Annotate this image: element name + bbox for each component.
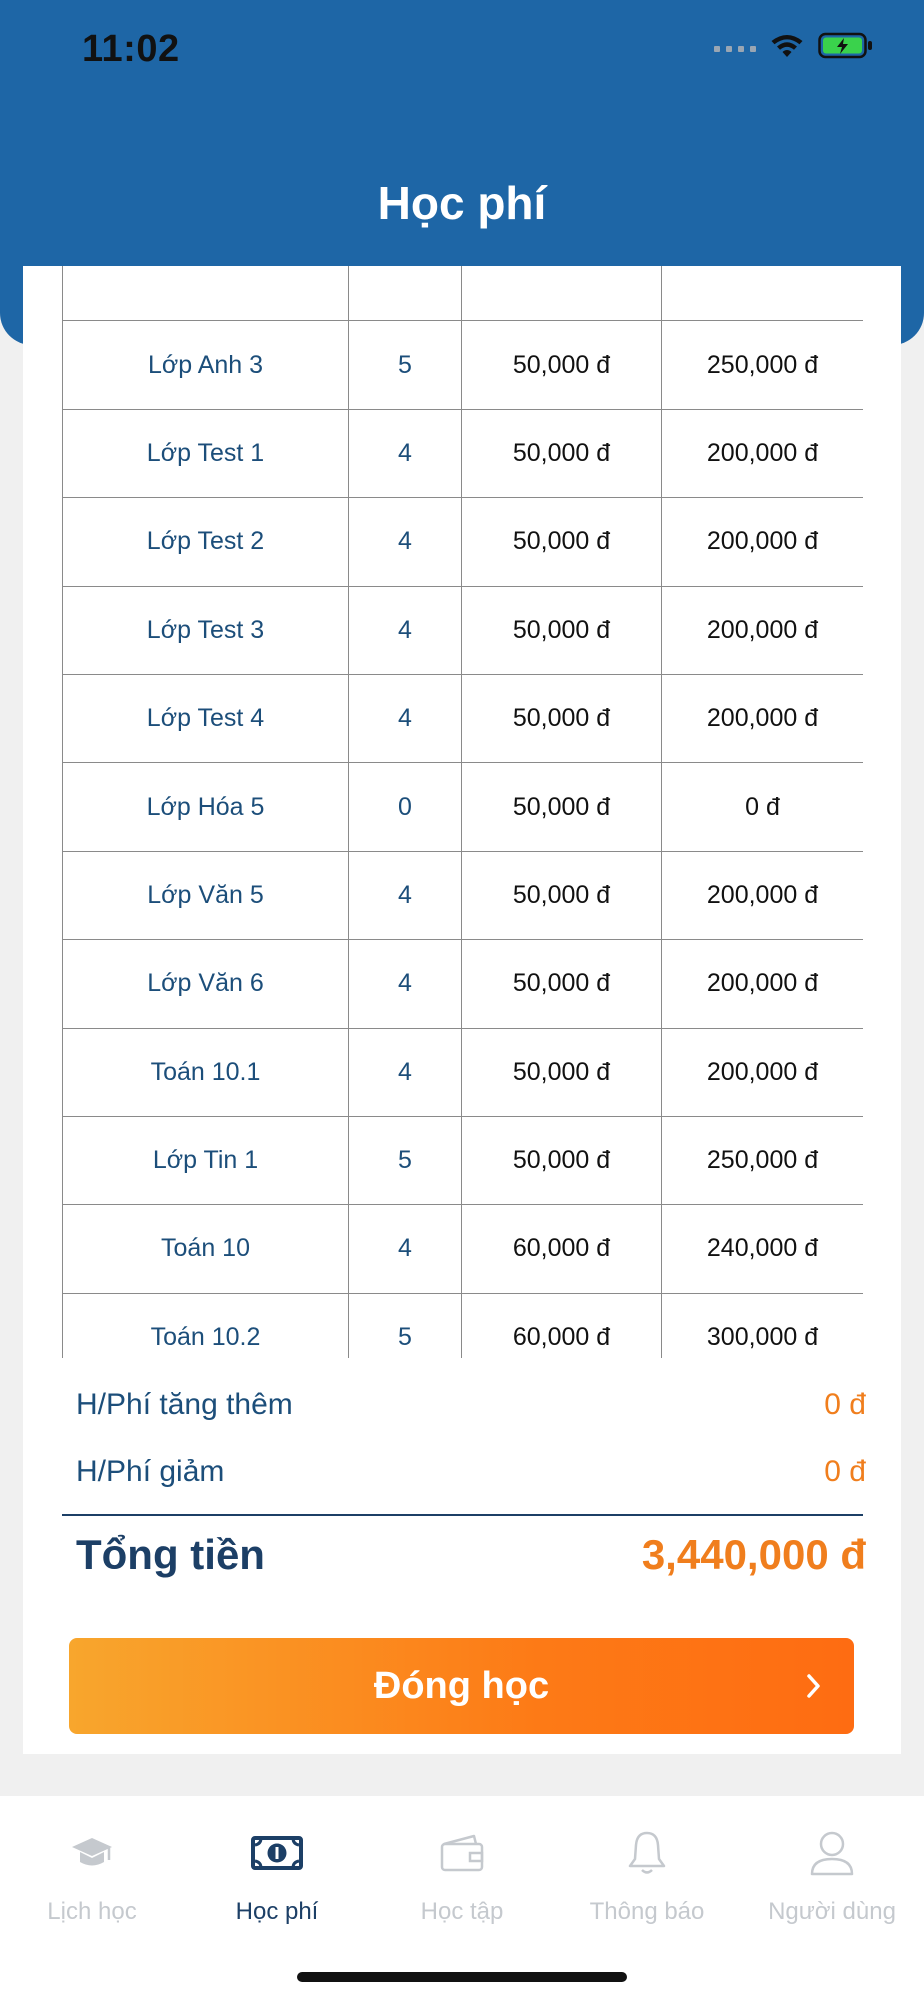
session-count-cell: 5 bbox=[349, 1293, 462, 1358]
row-total-cell bbox=[662, 266, 864, 321]
extra-fee-label: H/Phí tăng thêm bbox=[76, 1388, 293, 1421]
unit-price-cell: 50,000 đ bbox=[462, 763, 662, 851]
tab-label: Học phí bbox=[235, 1898, 319, 1925]
unit-price-cell: 50,000 đ bbox=[462, 940, 662, 1028]
session-count-cell: 4 bbox=[349, 409, 462, 497]
wifi-icon bbox=[770, 33, 804, 64]
total-label: Tổng tiền bbox=[76, 1531, 265, 1578]
unit-price-cell: 50,000 đ bbox=[462, 1116, 662, 1204]
discount-value: 0 đ bbox=[824, 1455, 866, 1488]
class-name-cell: Lớp Test 3 bbox=[63, 586, 349, 674]
battery-icon bbox=[818, 32, 874, 65]
table-row bbox=[63, 763, 864, 851]
table-row bbox=[63, 1293, 864, 1358]
table-row bbox=[63, 498, 864, 586]
pay-button-label: Đóng học bbox=[373, 1664, 550, 1707]
total-row bbox=[76, 1531, 866, 1579]
row-total-cell: 250,000 đ bbox=[662, 1116, 864, 1204]
class-name-cell: Lớp Tin 1 bbox=[63, 1116, 349, 1204]
fee-table bbox=[62, 266, 863, 1358]
extra-fee-row bbox=[76, 1388, 866, 1422]
tab-label: Người dùng bbox=[768, 1898, 896, 1925]
graduation-cap-icon bbox=[69, 1826, 115, 1880]
session-count-cell: 4 bbox=[349, 498, 462, 586]
class-name-cell: Toán 10.1 bbox=[63, 1028, 349, 1116]
unit-price-cell: 60,000 đ bbox=[462, 1205, 662, 1293]
row-total-cell: 250,000 đ bbox=[662, 321, 864, 409]
session-count-cell: 4 bbox=[349, 586, 462, 674]
fee-table-scroll[interactable] bbox=[62, 266, 863, 1358]
home-indicator bbox=[297, 1972, 627, 1982]
row-total-cell: 200,000 đ bbox=[662, 674, 864, 762]
row-total-cell: 200,000 đ bbox=[662, 851, 864, 939]
tab-label: Thông báo bbox=[589, 1898, 705, 1925]
row-total-cell: 200,000 đ bbox=[662, 940, 864, 1028]
page-title: Học phí bbox=[377, 177, 547, 229]
unit-price-cell: 50,000 đ bbox=[462, 409, 662, 497]
tab-label: Lịch học bbox=[47, 1898, 137, 1925]
extra-fee-value: 0 đ bbox=[824, 1388, 866, 1421]
tab-nguoi-dung[interactable] bbox=[740, 1796, 924, 1956]
row-total-cell: 0 đ bbox=[662, 763, 864, 851]
class-name-cell: Toán 10 bbox=[63, 1205, 349, 1293]
discount-row bbox=[76, 1455, 866, 1489]
tab-hoc-phi[interactable] bbox=[185, 1796, 369, 1956]
unit-price-cell: 50,000 đ bbox=[462, 586, 662, 674]
class-name-cell: Lớp Hóa 5 bbox=[63, 763, 349, 851]
class-name-cell: Lớp Anh 3 bbox=[63, 321, 349, 409]
banknote-icon bbox=[251, 1826, 303, 1880]
table-row bbox=[63, 266, 864, 321]
class-name-cell: Lớp Văn 6 bbox=[63, 940, 349, 1028]
tab-thong-bao[interactable] bbox=[555, 1796, 739, 1956]
unit-price-cell: 60,000 đ bbox=[462, 1293, 662, 1358]
row-total-cell: 200,000 đ bbox=[662, 586, 864, 674]
session-count-cell: 5 bbox=[349, 321, 462, 409]
user-icon bbox=[809, 1826, 855, 1880]
class-name-cell: Toán 10.2 bbox=[63, 1293, 349, 1358]
table-row bbox=[63, 940, 864, 1028]
session-count-cell: 0 bbox=[349, 763, 462, 851]
status-time: 11:02 bbox=[82, 28, 180, 70]
session-count-cell: 4 bbox=[349, 1028, 462, 1116]
divider bbox=[62, 1514, 863, 1516]
unit-price-cell: 50,000 đ bbox=[462, 321, 662, 409]
unit-price-cell: 50,000 đ bbox=[462, 851, 662, 939]
row-total-cell: 240,000 đ bbox=[662, 1205, 864, 1293]
unit-price-cell: 50,000 đ bbox=[462, 1028, 662, 1116]
tab-lich-hoc[interactable] bbox=[0, 1796, 184, 1956]
tab-label: Học tập bbox=[420, 1898, 504, 1925]
wallet-icon bbox=[438, 1826, 486, 1880]
total-value: 3,440,000 đ bbox=[641, 1531, 866, 1578]
class-name-cell: Lớp Test 2 bbox=[63, 498, 349, 586]
unit-price-cell bbox=[462, 266, 662, 321]
row-total-cell: 200,000 đ bbox=[662, 1028, 864, 1116]
session-count-cell: 4 bbox=[349, 1205, 462, 1293]
cellular-signal-icon bbox=[714, 46, 756, 52]
session-count-cell: 5 bbox=[349, 1116, 462, 1204]
table-row bbox=[63, 1116, 864, 1204]
table-row bbox=[63, 1205, 864, 1293]
row-total-cell: 200,000 đ bbox=[662, 498, 864, 586]
status-icons bbox=[714, 32, 874, 65]
table-row bbox=[63, 586, 864, 674]
session-count-cell: 4 bbox=[349, 674, 462, 762]
row-total-cell: 200,000 đ bbox=[662, 409, 864, 497]
table-row bbox=[63, 851, 864, 939]
session-count-cell bbox=[349, 266, 462, 321]
chevron-right-icon bbox=[804, 1668, 824, 1709]
row-total-cell: 300,000 đ bbox=[662, 1293, 864, 1358]
session-count-cell: 4 bbox=[349, 851, 462, 939]
class-name-cell: Lớp Test 4 bbox=[63, 674, 349, 762]
tab-bar bbox=[0, 1796, 924, 2000]
discount-label: H/Phí giảm bbox=[76, 1455, 225, 1488]
fee-card bbox=[23, 266, 901, 1754]
table-row bbox=[63, 674, 864, 762]
table-row bbox=[63, 409, 864, 497]
bell-icon bbox=[627, 1826, 667, 1880]
table-row bbox=[63, 1028, 864, 1116]
session-count-cell: 4 bbox=[349, 940, 462, 1028]
tab-hoc-tap[interactable] bbox=[370, 1796, 554, 1956]
class-name-cell: Lớp Văn 5 bbox=[63, 851, 349, 939]
class-name-cell: Lớp Test 1 bbox=[63, 409, 349, 497]
table-row bbox=[63, 321, 864, 409]
unit-price-cell: 50,000 đ bbox=[462, 674, 662, 762]
class-name-cell bbox=[63, 266, 349, 321]
pay-tuition-button[interactable] bbox=[69, 1638, 854, 1734]
unit-price-cell: 50,000 đ bbox=[462, 498, 662, 586]
